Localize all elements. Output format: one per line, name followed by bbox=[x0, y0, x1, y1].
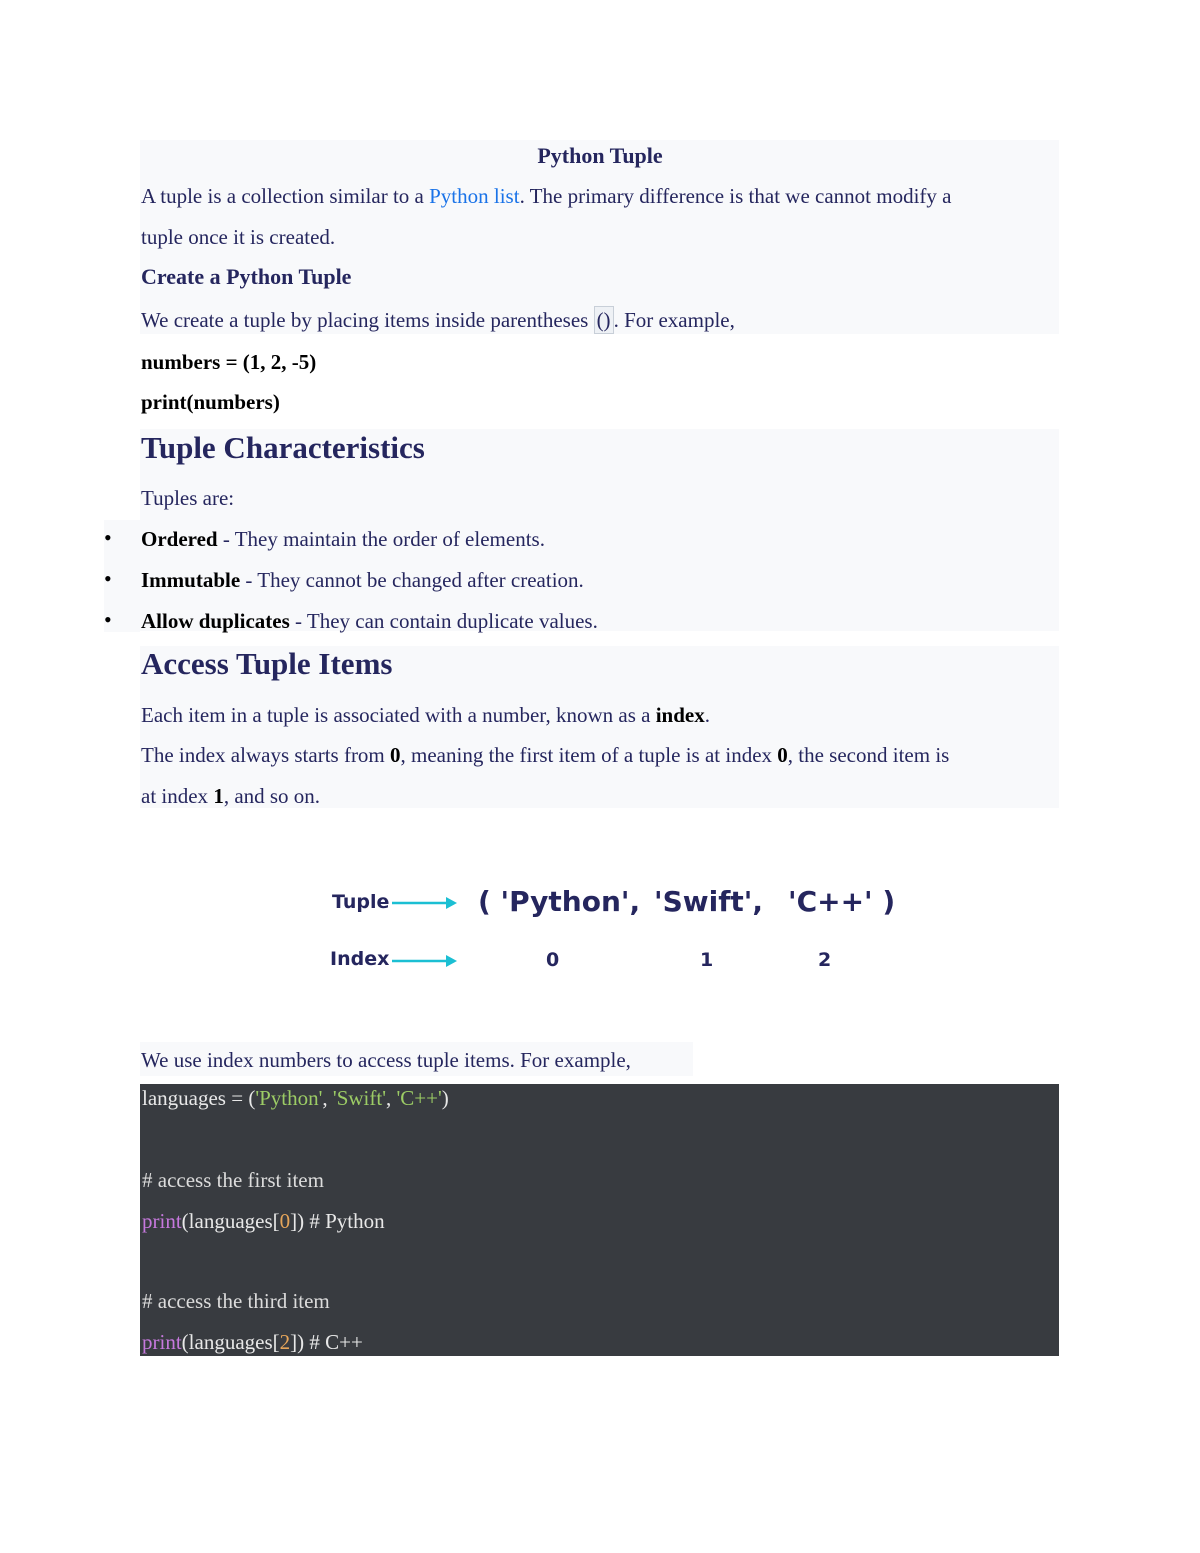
diagram-index-1: 1 bbox=[700, 949, 714, 971]
code-token: ]) # Python bbox=[290, 1209, 385, 1233]
diagram-index-2: 2 bbox=[818, 949, 832, 971]
access-paragraph-3 bbox=[141, 782, 320, 810]
code-token: (languages[ bbox=[181, 1330, 280, 1354]
list-item-desc: - They can contain duplicate values. bbox=[289, 609, 598, 633]
diagram-tuple-label: Tuple bbox=[332, 891, 390, 913]
diagram-item-cpp: 'C++' ) bbox=[788, 885, 896, 918]
code-token: , bbox=[322, 1086, 333, 1110]
access-p1-text: Each item in a tuple is associated with a number, known as a bbox=[141, 703, 656, 727]
code-keyword: print bbox=[142, 1209, 182, 1233]
intro-line-2: tuple once it is created. bbox=[141, 225, 336, 249]
access-p3-a: at index bbox=[141, 784, 214, 808]
intro-line-1 bbox=[141, 182, 951, 210]
list-item-term: Ordered bbox=[141, 527, 218, 551]
code-print-line: print(numbers) bbox=[141, 390, 280, 414]
diagram-index-0: 0 bbox=[546, 949, 560, 971]
access-p2-b: 0 bbox=[390, 743, 401, 767]
page-title: Python Tuple bbox=[537, 143, 663, 168]
code-token: , bbox=[385, 1086, 397, 1110]
code-line-print-first bbox=[142, 1209, 385, 1234]
diagram-index-label: Index bbox=[330, 948, 390, 970]
code-string: 'Swift' bbox=[332, 1086, 386, 1110]
code-string: 'C++' bbox=[396, 1086, 442, 1110]
access-p2-d: 0 bbox=[777, 743, 788, 767]
code-line-languages bbox=[142, 1086, 449, 1111]
access-p1-bold: index bbox=[655, 703, 705, 727]
code-number: 0 bbox=[279, 1209, 291, 1233]
code-number: 2 bbox=[279, 1330, 291, 1354]
list-item-term: Immutable bbox=[141, 568, 241, 592]
list-item-ordered bbox=[141, 525, 545, 553]
code-token: (languages[ bbox=[181, 1209, 280, 1233]
code-comment-first: # access the first item bbox=[142, 1168, 324, 1192]
list-item-duplicates bbox=[141, 607, 598, 635]
create-heading: Create a Python Tuple bbox=[141, 264, 352, 289]
create-text bbox=[141, 306, 735, 334]
example-intro: We use index numbers to access tuple items. For example, bbox=[141, 1048, 631, 1072]
bullet-dot: • bbox=[104, 607, 112, 632]
create-text-after: . For example, bbox=[613, 308, 735, 332]
access-p3-c: , and so on. bbox=[223, 784, 321, 808]
access-p3-b: 1 bbox=[213, 784, 224, 808]
code-numbers-line: numbers = (1, 2, -5) bbox=[141, 350, 317, 374]
tuple-arrow-icon bbox=[390, 892, 460, 914]
diagram-item-swift: 'Swift', bbox=[654, 885, 763, 918]
diagram-item-python: ( 'Python', bbox=[478, 885, 641, 918]
code-token: languages = ( bbox=[142, 1086, 256, 1110]
code-token: ]) # C++ bbox=[290, 1330, 363, 1354]
intro-text: A tuple is a collection similar to a bbox=[141, 184, 430, 208]
inline-code-parentheses: () bbox=[594, 306, 614, 334]
code-keyword: print bbox=[142, 1330, 182, 1354]
access-p2-a: The index always starts from bbox=[141, 743, 391, 767]
bullet-dot: • bbox=[104, 566, 112, 591]
code-line-print-third bbox=[142, 1330, 363, 1355]
python-list-link[interactable]: Python list bbox=[429, 184, 520, 208]
code-string: 'Python' bbox=[255, 1086, 323, 1110]
create-text-before: We create a tuple by placing items inside parentheses bbox=[141, 308, 594, 332]
characteristics-heading: Tuple Characteristics bbox=[141, 430, 425, 465]
bullet-dot: • bbox=[104, 525, 112, 550]
access-p1-after: . bbox=[704, 703, 710, 727]
access-p2-c: , meaning the first item of a tuple is at index bbox=[400, 743, 778, 767]
list-item-desc: - They cannot be changed after creation. bbox=[240, 568, 584, 592]
access-paragraph-2 bbox=[141, 741, 949, 769]
access-heading: Access Tuple Items bbox=[141, 646, 393, 681]
characteristics-intro: Tuples are: bbox=[141, 486, 235, 510]
code-comment-third: # access the third item bbox=[142, 1289, 330, 1313]
list-item-term: Allow duplicates bbox=[141, 609, 290, 633]
code-block bbox=[140, 1084, 1059, 1356]
list-item-desc: - They maintain the order of elements. bbox=[217, 527, 545, 551]
list-item-immutable bbox=[141, 566, 584, 594]
tuple-index-diagram bbox=[320, 880, 900, 990]
index-arrow-icon bbox=[390, 950, 460, 972]
intro-text-after: . The primary difference is that we cannot modify a bbox=[519, 184, 952, 208]
code-token: ) bbox=[441, 1086, 449, 1110]
access-paragraph-1 bbox=[141, 701, 710, 729]
access-p2-e: , the second item is bbox=[787, 743, 950, 767]
